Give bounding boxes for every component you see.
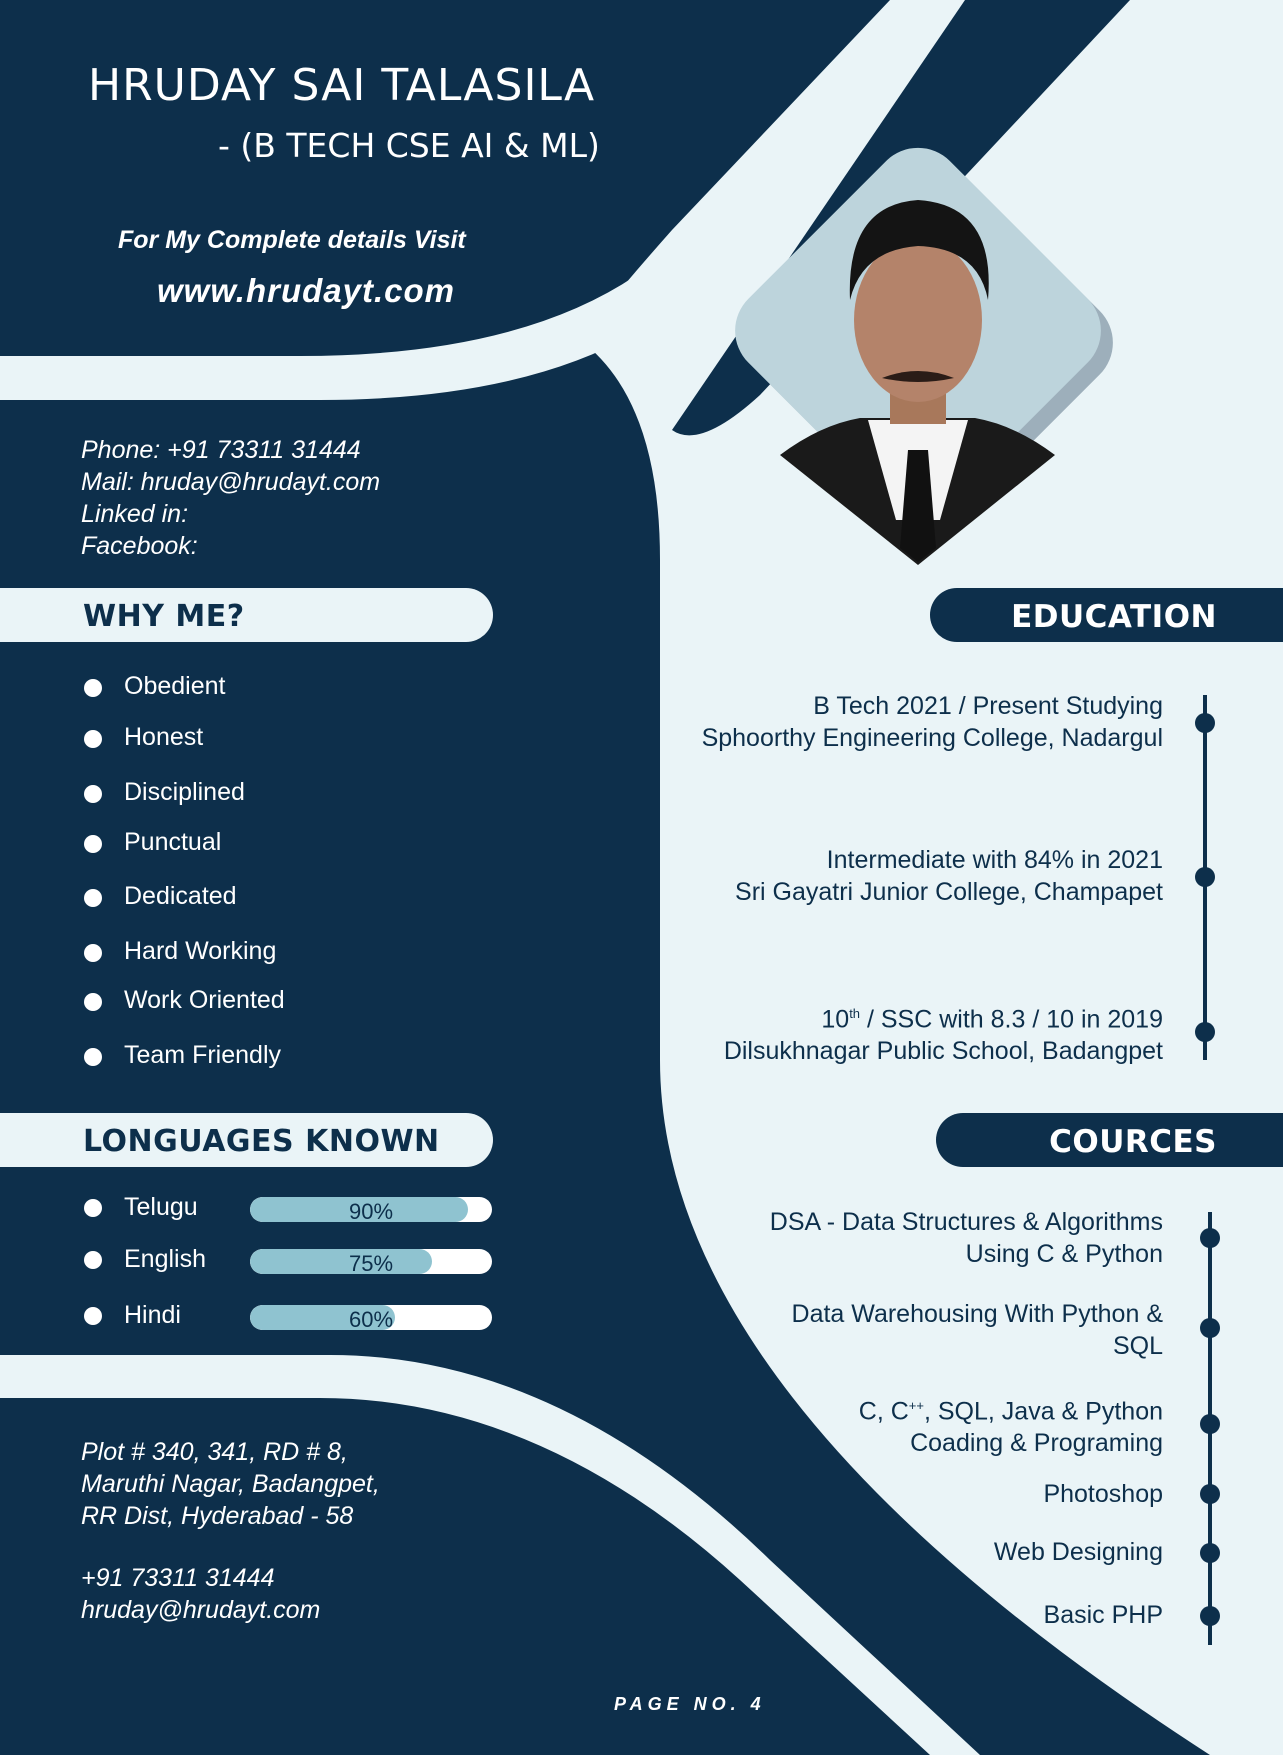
course-entry: Data Warehousing With Python & SQL <box>791 1300 1163 1360</box>
candidate-name: HRUDAY SAI TALASILA <box>88 60 596 111</box>
candidate-degree: - (B TECH CSE AI & ML) <box>218 126 600 165</box>
language-percent: 60% <box>348 1307 394 1330</box>
education-entry: 10th / SSC with 8.3 / 10 in 2019 Dilsukhnagar Public School, Badangpet <box>723 1005 1163 1066</box>
timeline-dot-icon <box>1195 713 1215 733</box>
language-progress-bar <box>250 1249 492 1274</box>
address-line: Plot # 340, 341, RD # 8, <box>81 1438 348 1466</box>
bullet-icon <box>84 1199 102 1217</box>
course-entry: Photoshop <box>1043 1480 1163 1508</box>
bullet-icon <box>84 993 102 1011</box>
contact-phone: Phone: +91 73311 31444 <box>81 436 361 464</box>
why-me-title: WHY ME? <box>83 599 245 634</box>
timeline-dot-icon <box>1200 1606 1220 1626</box>
contact-facebook: Facebook: <box>81 532 198 560</box>
address-email[interactable]: hruday@hrudayt.com <box>81 1596 321 1624</box>
contact-mail[interactable]: Mail: hruday@hrudayt.com <box>81 468 381 496</box>
why-me-heading <box>0 588 493 642</box>
bullet-icon <box>84 944 102 962</box>
bullet-icon <box>84 679 102 697</box>
bullet-icon <box>84 835 102 853</box>
language-row <box>82 1193 502 1229</box>
course-entry: Basic PHP <box>1043 1601 1163 1629</box>
language-row <box>82 1301 502 1337</box>
language-name: English <box>124 1245 206 1273</box>
education-entry: Intermediate with 84% in 2021 Sri Gayatri Junior College, Champapet <box>735 846 1163 906</box>
bullet-icon <box>84 889 102 907</box>
timeline-dot-icon <box>1200 1414 1220 1434</box>
courses-title: COURCES <box>1049 1124 1217 1160</box>
education-heading <box>930 588 1283 642</box>
bullet-icon <box>84 1048 102 1066</box>
bullet-icon <box>84 1307 102 1325</box>
course-entry: Web Designing <box>993 1538 1163 1566</box>
timeline-dot-icon <box>1200 1484 1220 1504</box>
timeline-dot-icon <box>1195 1022 1215 1042</box>
address-line: Maruthi Nagar, Badangpet, <box>81 1470 380 1498</box>
language-percent: 75% <box>348 1251 394 1274</box>
language-name: Hindi <box>124 1301 181 1329</box>
language-name: Telugu <box>124 1193 198 1221</box>
bullet-icon <box>84 1251 102 1269</box>
timeline-dot-icon <box>1200 1228 1220 1248</box>
contact-linkedin: Linked in: <box>81 500 189 528</box>
language-row <box>82 1245 502 1281</box>
language-progress-bar <box>250 1305 492 1330</box>
language-progress-bar <box>250 1197 492 1222</box>
courses-heading <box>936 1113 1283 1167</box>
contact-block <box>81 434 380 562</box>
address-block <box>81 1436 380 1626</box>
course-entry: C, C++, SQL, Java & Python Coading & Programing <box>858 1397 1163 1458</box>
course-entry: DSA - Data Structures & Algorithms Using C & Python <box>769 1208 1163 1268</box>
website-link[interactable]: www.hrudayt.com <box>157 272 455 309</box>
visit-text: For My Complete details Visit <box>118 226 466 254</box>
address-phone: +91 73311 31444 <box>81 1564 275 1592</box>
education-entry: B Tech 2021 / Present Studying Sphoorthy Engineering College, Nadargul <box>701 692 1163 752</box>
bullet-icon <box>84 785 102 803</box>
page-number: PAGE NO. 4 <box>614 1694 766 1714</box>
bullet-icon <box>84 730 102 748</box>
timeline-dot-icon <box>1200 1318 1220 1338</box>
timeline-dot-icon <box>1195 867 1215 887</box>
address-line: RR Dist, Hyderabad - 58 <box>81 1502 354 1530</box>
languages-heading <box>0 1113 493 1167</box>
resume-page: HRUDAY SAI TALASILA - (B TECH CSE AI & ML) For My Complete details Visit www.hrudayt.com Phone: +91 73311 31444 Mail: hruday@hrudayt.com Linked in: Facebook: WHY ME? Obedient Honest Disciplined Punctual Dedicated Hard Working Work Oriented Team Friendly LONGUAGES KNOWN Telugu 90% English 75% Hindi 60% Plot # 340, 341, RD # 8, Maruthi Nagar, Badangpet, RR Dist, Hyderabad - 58 +91 73311 31444 hruday@hrudayt.com PAGE NO. 4 EDUCATION B Tech 2021 / Present Studying Sphoorthy Engineering College, Nadargul Intermediate with 84% in 2021 Sri Gayatri Junior College, Champapet 10th / SSC with 8.3 / 10 in 2019 Dilsukhnagar Public School, Badangpet COURCES DSA - Data Structures & Algorithms Using C & Python Data Warehousing With Python & SQL C, C++, SQL, Java & Python Coading & Programing Photoshop Web Designing Basic PHP <box>0 0 1283 1755</box>
languages-title: LONGUAGES KNOWN <box>83 1124 440 1159</box>
timeline-dot-icon <box>1200 1543 1220 1563</box>
language-percent: 90% <box>348 1199 394 1222</box>
education-title: EDUCATION <box>1011 599 1217 635</box>
